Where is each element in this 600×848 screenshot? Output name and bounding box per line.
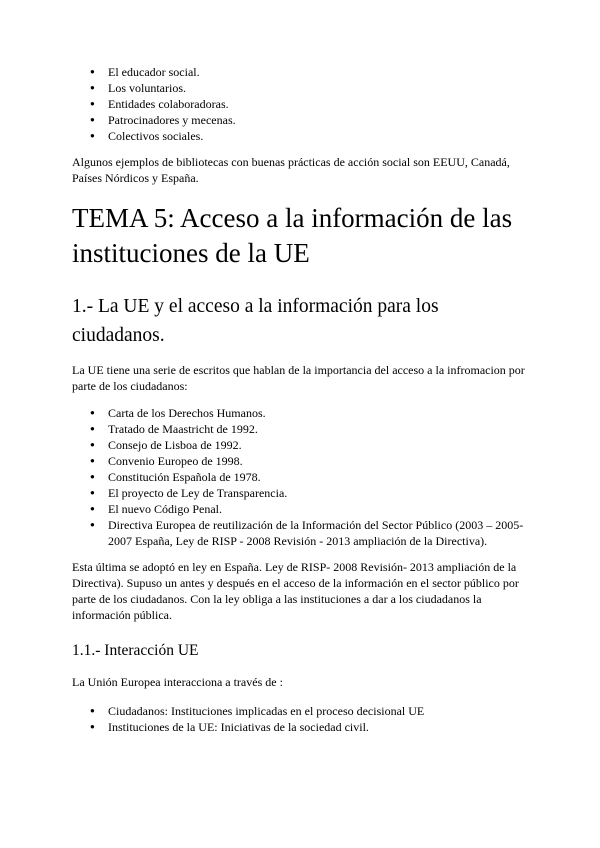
- bullet-icon: ●: [90, 115, 95, 124]
- list-item: [90, 453, 532, 469]
- list-item-text: El nuevo Código Penal.: [108, 502, 222, 516]
- examples-paragraph: Algunos ejemplos de bibliotecas con buenas prácticas de acción social son EEUU, Canadá, Países Nórdicos y España.: [72, 155, 510, 185]
- list-item: [90, 405, 532, 421]
- bullet-icon: ●: [90, 722, 95, 731]
- list-item: [90, 112, 532, 128]
- directive-paragraph: Esta última se adoptó en ley en España. Ley de RISP- 2008 Revisión- 2013 ampliación de la Directiva). Supuso un antes y después en el acceso de la información en el sector público por parte de los ciudadanos. Con la ley obliga a las instituciones a dar a los ciudadanos la información pública.: [72, 560, 519, 622]
- list-item-text: Patrocinadores y mecenas.: [108, 113, 236, 127]
- bullet-icon: ●: [90, 456, 95, 465]
- bullet-icon: ●: [90, 67, 95, 76]
- list-item: [90, 64, 532, 80]
- subsection-heading: 1.1.- Interacción UE: [72, 642, 199, 659]
- bullet-icon: ●: [90, 408, 95, 417]
- list-item-text: Los voluntarios.: [108, 81, 186, 95]
- list-item-text: Consejo de Lisboa de 1992.: [108, 438, 242, 452]
- list-item: [90, 469, 532, 485]
- list-item-text: El educador social.: [108, 65, 200, 79]
- interaction-paragraph: La Unión Europea interacciona a través de :: [72, 675, 283, 689]
- bullet-icon: ●: [90, 99, 95, 108]
- bullet-icon: ●: [90, 83, 95, 92]
- list-item-text: Directiva Europea de reutilización de la Información del Sector Público (2003 – 2005-2007 España, Ley de RISP - 2008 Revisión - 2013 ampliación de la Directiva).: [108, 518, 524, 548]
- section-heading: 1.- La UE y el acceso a la información para los ciudadanos.: [72, 296, 439, 346]
- list-item-text: Carta de los Derechos Humanos.: [108, 406, 266, 420]
- list-item-text: Colectivos sociales.: [108, 129, 204, 143]
- bullet-icon: ●: [90, 504, 95, 513]
- bullet-icon: ●: [90, 488, 95, 497]
- list-item: [90, 437, 532, 453]
- bullet-icon: ●: [90, 520, 95, 529]
- list-item: [90, 128, 532, 144]
- top-bullet-list: [72, 64, 532, 144]
- bullet-icon: ●: [90, 440, 95, 449]
- list-item-text: Tratado de Maastricht de 1992.: [108, 422, 258, 436]
- list-item-text: Ciudadanos: Instituciones implicadas en el proceso decisional UE: [108, 704, 425, 718]
- list-item-text: Instituciones de la UE: Iniciativas de la sociedad civil.: [108, 720, 369, 734]
- list-item: [90, 703, 532, 719]
- documents-bullet-list: [72, 405, 532, 549]
- list-item: [90, 421, 532, 437]
- interaction-bullet-list: [72, 703, 532, 735]
- list-item: [90, 80, 532, 96]
- bullet-icon: ●: [90, 472, 95, 481]
- bullet-icon: ●: [90, 706, 95, 715]
- list-item: [90, 96, 532, 112]
- bullet-icon: ●: [90, 131, 95, 140]
- chapter-title: TEMA 5: Acceso a la información de las instituciones de la UE: [72, 203, 513, 268]
- intro-paragraph: La UE tiene una serie de escritos que hablan de la importancia del acceso a la infromacion por parte de los ciudadanos:: [72, 363, 525, 393]
- bullet-icon: ●: [90, 424, 95, 433]
- page-content: [72, 64, 532, 735]
- list-item: [90, 501, 532, 517]
- list-item: [90, 517, 532, 549]
- list-item: [90, 485, 532, 501]
- list-item-text: Constitución Española de 1978.: [108, 470, 261, 484]
- list-item-text: El proyecto de Ley de Transparencia.: [108, 486, 288, 500]
- list-item-text: Convenio Europeo de 1998.: [108, 454, 243, 468]
- list-item: [90, 719, 532, 735]
- list-item-text: Entidades colaboradoras.: [108, 97, 229, 111]
